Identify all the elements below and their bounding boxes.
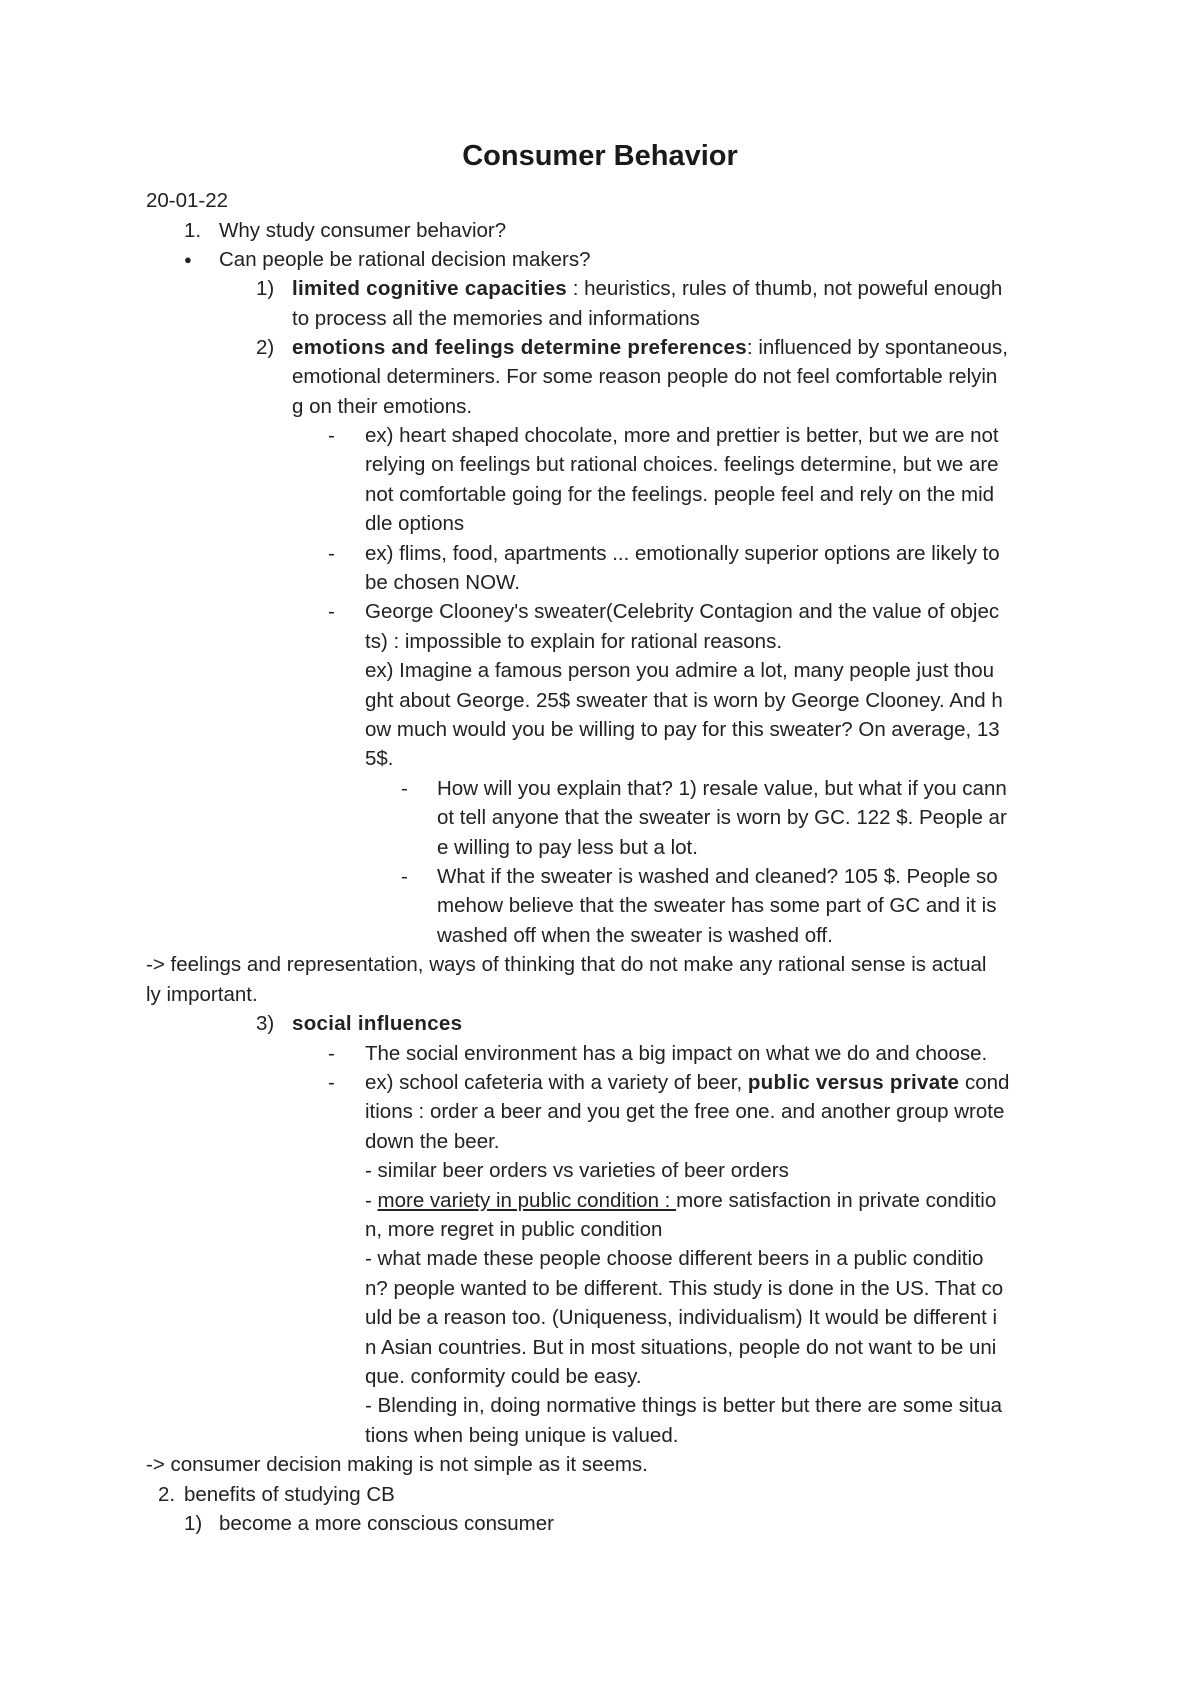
note-line: n Asian countries. But in most situations, people do not want to be uni [365,1336,997,1359]
note-line: n, more regret in public condition [365,1218,663,1241]
conclusion-line: -> feelings and representation, ways of thinking that do not make any rational sense is actual [146,953,987,976]
page-title: Consumer Behavior [462,140,738,172]
subdash-text-line: mehow believe that the sweater has some part of GC and it is [437,894,997,917]
dash-text-line: ex) Imagine a famous person you admire a lot, many people just thou [365,659,995,682]
dash-text-line: down the beer. [365,1130,500,1153]
note-line: n? people wanted to be different. This study is done in the US. That co [365,1277,1004,1300]
dash-text-line: dle options [365,512,465,535]
note-line: uld be a reason too. (Uniqueness, individualism) It would be different i [365,1306,998,1329]
list-item [292,333,1008,362]
underlined-text: more variety in public condition : [377,1189,677,1212]
dash-text-line: ght about George. 25$ sweater that is worn by George Clooney. And h [365,689,1003,712]
dash-marker: - [328,542,335,565]
dash-text-line: relying on feelings but rational choices. feelings determine, but we are [365,453,999,476]
list-marker: 2. [158,1483,176,1506]
bold-term: public versus private [747,1071,960,1094]
note-line: tions when being unique is valued. [365,1424,679,1447]
dash-marker: - [328,600,335,623]
note-line: - Blending in, doing normative things is better but there are some situa [365,1394,1002,1417]
list-marker: 2) [256,336,275,359]
note-line [365,1186,996,1215]
item-text: : heuristics, rules of thumb, not poweful enough [567,277,1003,300]
list-marker: 3) [256,1012,275,1035]
note-text: - [365,1189,378,1212]
note-line: - what made these people choose different beers in a public conditio [365,1247,984,1270]
subdash-text-line: ot tell anyone that the sweater is worn by GC. 122 $. People ar [437,806,1007,829]
question-heading: Why study consumer behavior? [219,219,507,242]
dash-text-line: not comfortable going for the feelings. people feel and rely on the mid [365,483,995,506]
dash-text-line: ex) heart shaped chocolate, more and prettier is better, but we are not [365,424,999,447]
note-line: - similar beer orders vs varieties of beer orders [365,1159,789,1182]
bullet-icon: ● [184,252,192,267]
dash-text: cond [959,1071,1010,1094]
dash-text: ex) school cafeteria with a variety of beer, [365,1071,748,1094]
question-heading: benefits of studying CB [184,1483,395,1506]
dash-text-line: ex) flims, food, apartments ... emotionally superior options are likely to [365,542,1000,565]
subdash-text-line: e willing to pay less but a lot. [437,836,698,859]
dash-marker: - [401,865,408,888]
conclusion-line: -> consumer decision making is not simple as it seems. [146,1453,648,1476]
dash-marker: - [328,1042,335,1065]
dash-text-line [365,1068,1009,1097]
list-marker: 1. [184,219,202,242]
dash-text-line: The social environment has a big impact on what we do and choose. [365,1042,988,1065]
list-marker: 1) [184,1512,203,1535]
list-item [292,1009,462,1038]
dash-text-line: 5$. [365,747,394,770]
bold-term: limited cognitive capacities [292,277,567,300]
note-line: que. conformity could be easy. [365,1365,642,1388]
bullet-text: Can people be rational decision makers? [219,248,591,271]
date-line: 20-01-22 [146,189,229,212]
dash-text-line: ts) : impossible to explain for rational reasons. [365,630,783,653]
conclusion-line: ly important. [146,983,258,1006]
dash-marker: - [328,1071,335,1094]
subdash-text-line: washed off when the sweater is washed off. [437,924,833,947]
item-text-line: emotional determiners. For some reason people do not feel comfortable relyin [292,365,998,388]
subdash-text-line: How will you explain that? 1) resale value, but what if you cann [437,777,1007,800]
bold-term: emotions and feelings determine preferences [292,336,747,359]
dash-text-line: ow much would you be willing to pay for this sweater? On average, 13 [365,718,1000,741]
list-item [292,274,1002,303]
list-item: become a more conscious consumer [219,1512,554,1535]
bold-term: social influences [292,1012,463,1035]
item-text-line: g on their emotions. [292,395,473,418]
dash-text-line: itions : order a beer and you get the free one. and another group wrote [365,1100,1005,1123]
note-text: more satisfaction in private conditio [676,1189,997,1212]
dash-text-line: be chosen NOW. [365,571,520,594]
dash-marker: - [328,424,335,447]
subdash-text-line: What if the sweater is washed and cleaned? 105 $. People so [437,865,998,888]
list-marker: 1) [256,277,275,300]
item-text-line: to process all the memories and informations [292,307,700,330]
dash-marker: - [401,777,408,800]
item-text: : influenced by spontaneous, [746,336,1008,359]
dash-text-line: George Clooney's sweater(Celebrity Contagion and the value of objec [365,600,1000,623]
